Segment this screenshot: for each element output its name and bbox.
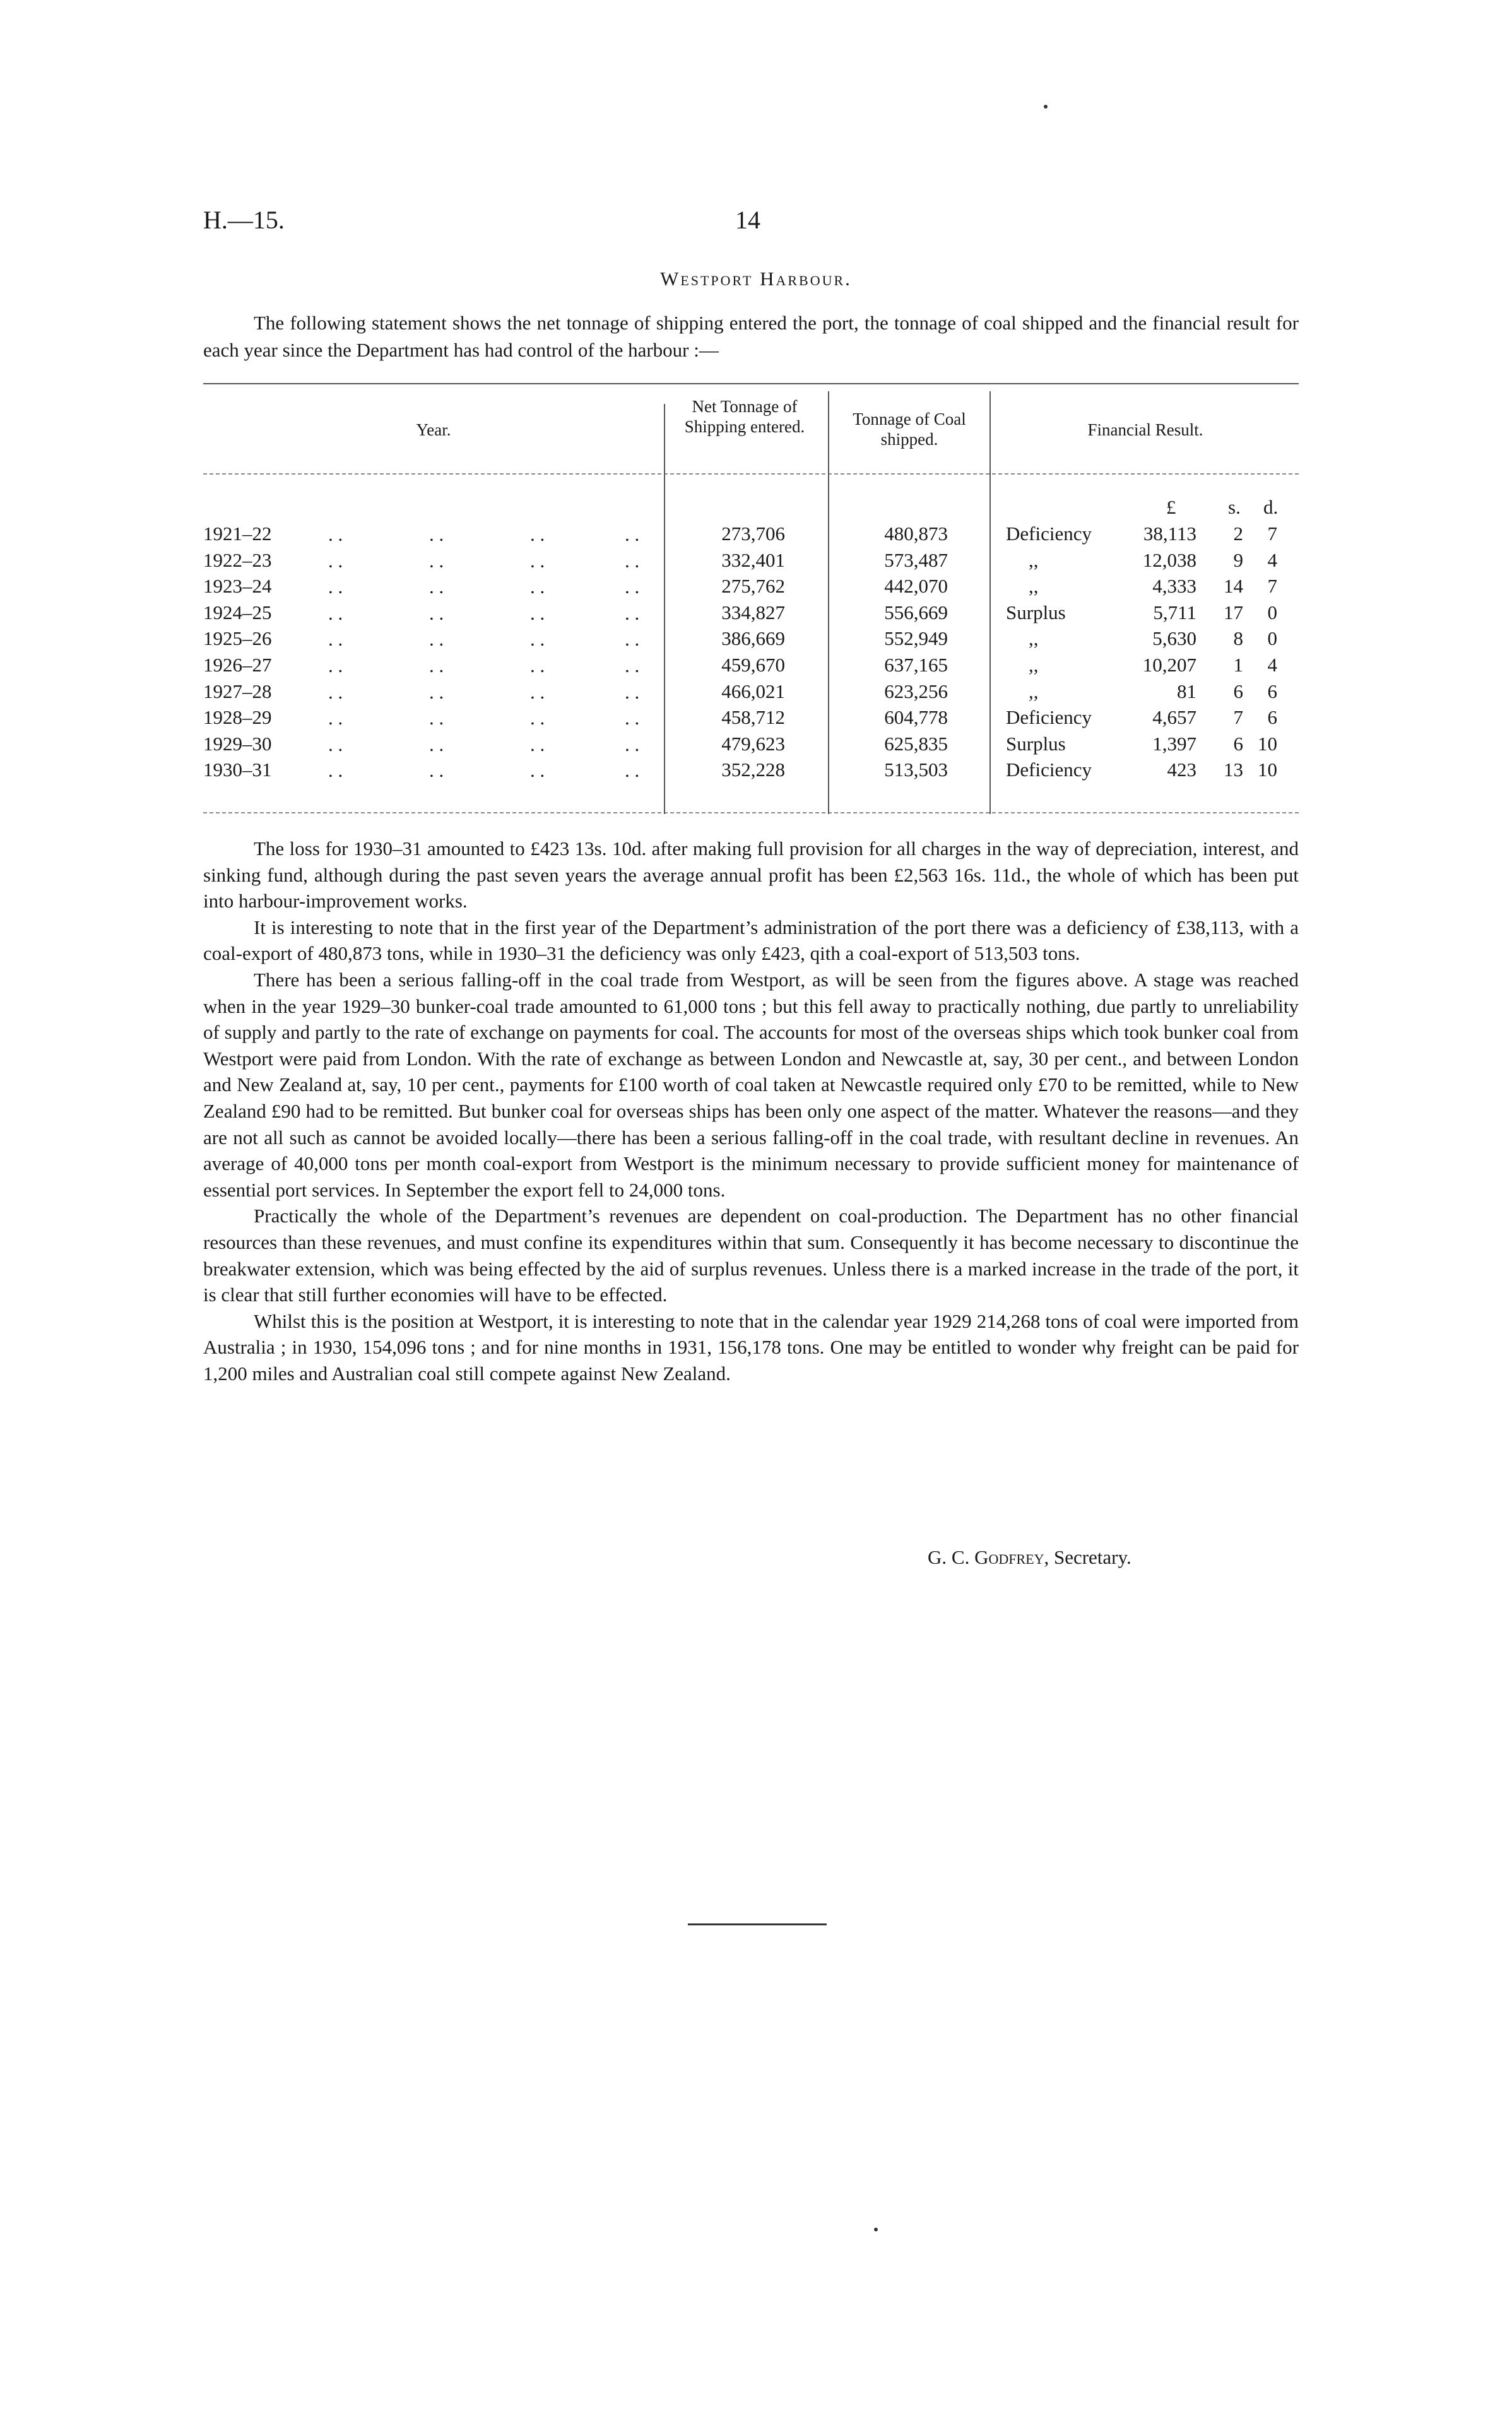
row-result-label: ,, bbox=[1029, 654, 1039, 676]
row-pence: 7 bbox=[1267, 523, 1277, 545]
leader-dots: . . bbox=[625, 759, 640, 782]
row-shillings: 6 bbox=[1233, 680, 1243, 702]
row-result-label: ,, bbox=[1029, 548, 1039, 571]
row-shillings: 8 bbox=[1233, 627, 1243, 650]
leader-dots: . . bbox=[530, 601, 545, 624]
leader-dots: . . bbox=[429, 523, 444, 545]
row-result-label: ,, bbox=[1029, 627, 1039, 650]
row-net-tonnage: 352,228 bbox=[721, 759, 785, 781]
row-result-label: Deficiency bbox=[1006, 706, 1092, 729]
leader-dots: . . bbox=[429, 680, 444, 703]
row-year: 1925–26 bbox=[203, 627, 272, 650]
leader-dots: . . bbox=[328, 523, 343, 545]
leader-dots: . . bbox=[429, 576, 444, 598]
row-shillings: 17 bbox=[1224, 601, 1243, 623]
leader-dots: . . bbox=[429, 601, 444, 624]
row-coal-shipped: 573,487 bbox=[884, 548, 948, 571]
leader-dots: . . bbox=[530, 523, 545, 545]
row-net-tonnage: 273,706 bbox=[721, 523, 785, 545]
row-shillings: 2 bbox=[1233, 523, 1243, 545]
header-financial: Financial Result. bbox=[1087, 420, 1203, 439]
col-divider-3 bbox=[989, 391, 991, 814]
row-year: 1924–25 bbox=[203, 601, 272, 623]
col-divider-2 bbox=[828, 391, 829, 814]
leader-dots: . . bbox=[625, 654, 640, 676]
leader-dots: . . bbox=[625, 628, 640, 651]
paragraph-revenues: Practically the whole of the Department’s revenues are dependent on coal-production. The Department has no other financial resources than these revenues, and must confine its expenditures within that sum. Consequently it has become necessary to discontinue the breakwater extension, which was being effected by the aid of surplus revenues. Unless there is a marked increase in the trade of the port, it is clear that still further economies will have to be effected. bbox=[203, 1205, 1299, 1306]
row-shillings: 7 bbox=[1233, 706, 1243, 729]
row-pounds: 5,711 bbox=[1153, 601, 1196, 623]
row-pence: 0 bbox=[1267, 601, 1277, 623]
row-shillings: 14 bbox=[1224, 575, 1243, 598]
table-top-rule bbox=[203, 383, 1299, 384]
paragraph-first-year: It is interesting to note that in the first year of the Department’s administration of the port there was a deficiency of £38,113, with a coal-export of 480,873 tons, while in 1930–31 the deficiency was only £423, qith a coal-export of 513,503 tons. bbox=[203, 916, 1299, 965]
header-net-tonnage: Net Tonnage of Shipping entered. bbox=[684, 397, 805, 436]
leader-dots: . . bbox=[530, 707, 545, 729]
leader-dots: . . bbox=[328, 601, 343, 624]
row-year: 1929–30 bbox=[203, 732, 272, 755]
leader-dots: . . bbox=[530, 654, 545, 676]
col-divider-1 bbox=[664, 404, 665, 814]
leader-dots: . . bbox=[429, 549, 444, 572]
unit-shillings: s. bbox=[1228, 496, 1241, 518]
row-pence: 6 bbox=[1267, 680, 1277, 702]
closing-rule bbox=[688, 1923, 827, 1925]
signature-title: , Secretary. bbox=[1044, 1546, 1131, 1568]
row-pounds: 10,207 bbox=[1142, 654, 1196, 676]
row-coal-shipped: 442,070 bbox=[884, 575, 948, 598]
row-year: 1922–23 bbox=[203, 548, 272, 571]
leader-dots: . . bbox=[328, 707, 343, 729]
leader-dots: . . bbox=[429, 759, 444, 782]
row-coal-shipped: 480,873 bbox=[884, 523, 948, 545]
leader-dots: . . bbox=[530, 733, 545, 755]
row-pounds: 4,657 bbox=[1152, 706, 1196, 729]
leader-dots: . . bbox=[530, 759, 545, 782]
leader-dots: . . bbox=[328, 628, 343, 651]
row-shillings: 13 bbox=[1224, 759, 1243, 781]
leader-dots: . . bbox=[328, 654, 343, 676]
row-result-label: Surplus bbox=[1006, 601, 1066, 623]
leader-dots: . . bbox=[328, 576, 343, 598]
page-title: Westport Harbour. bbox=[660, 268, 852, 290]
document-reference: H.—15. bbox=[203, 206, 285, 234]
scan-speck-top bbox=[1044, 105, 1048, 109]
row-coal-shipped: 625,835 bbox=[884, 732, 948, 755]
leader-dots: . . bbox=[625, 549, 640, 572]
leader-dots: . . bbox=[625, 680, 640, 703]
leader-dots: . . bbox=[625, 733, 640, 755]
signature-name: G. C. Godfrey bbox=[928, 1546, 1044, 1568]
table-bottom-rule bbox=[203, 812, 1299, 813]
row-pounds: 1,397 bbox=[1152, 732, 1196, 755]
intro-paragraph bbox=[203, 309, 1299, 363]
row-pence: 4 bbox=[1267, 654, 1277, 676]
row-year: 1921–22 bbox=[203, 523, 272, 545]
row-coal-shipped: 556,669 bbox=[884, 601, 948, 623]
leader-dots: . . bbox=[625, 601, 640, 624]
row-net-tonnage: 459,670 bbox=[721, 654, 785, 676]
row-shillings: 6 bbox=[1233, 732, 1243, 755]
leader-dots: . . bbox=[530, 549, 545, 572]
leader-dots: . . bbox=[530, 576, 545, 598]
unit-pence: d. bbox=[1263, 496, 1279, 518]
leader-dots: . . bbox=[429, 654, 444, 676]
header-coal: Tonnage of Coal shipped. bbox=[853, 410, 966, 449]
row-year: 1930–31 bbox=[203, 759, 272, 781]
body-text bbox=[203, 836, 1299, 1386]
page-number: 14 bbox=[735, 206, 760, 234]
paragraph-coal-trade: There has been a serious falling-off in the coal trade from Westport, as will be seen from the figures above. A stage was reached when in the year 1929–30 bunker-coal trade amounted to 61,000 tons ; but this fell away to practically nothing, due partly to unreliability of supply and partly to the rate of exchange on payments for coal. The accounts for most of the overseas ships which took bunker coal from Westport were paid from London. With the rate of exchange as between London and Newcastle at, say, 30 per cent., and between London and New Zealand at, say, 10 per cent., payments for £100 worth of coal taken at Newcastle required only £70 to be remitted, while to New Zealand £90 had to be remitted. But bunker coal for overseas ships has been only one aspect of the matter. Whatever the reasons—and they are not all such as cannot be avoided locally—there has been a serious falling-off in the coal trade, with resultant decline in revenues. An average of 40,000 tons per month coal-export from Westport is the minimum necessary to provide sufficient money for maintenance of essential port services. In September the export fell to 24,000 tons. bbox=[203, 968, 1299, 1201]
row-pence: 10 bbox=[1258, 759, 1277, 781]
row-net-tonnage: 275,762 bbox=[721, 575, 785, 598]
leader-dots: . . bbox=[429, 628, 444, 651]
row-coal-shipped: 513,503 bbox=[884, 759, 948, 781]
row-year: 1928–29 bbox=[203, 706, 272, 729]
header-year: Year. bbox=[416, 420, 451, 439]
row-pence: 4 bbox=[1267, 548, 1277, 571]
row-coal-shipped: 604,778 bbox=[884, 706, 948, 729]
row-pounds: 12,038 bbox=[1142, 548, 1196, 571]
row-coal-shipped: 623,256 bbox=[884, 680, 948, 702]
table-header-rule bbox=[203, 473, 1299, 475]
row-pounds: 81 bbox=[1177, 680, 1196, 702]
row-shillings: 9 bbox=[1233, 548, 1243, 571]
leader-dots: . . bbox=[429, 733, 444, 755]
row-coal-shipped: 552,949 bbox=[884, 627, 948, 650]
intro-text: The following statement shows the net tonnage of shipping entered the port, the tonnage of coal shipped and the financial result for each year since the Department has had control of the harbour :— bbox=[203, 312, 1299, 361]
row-pounds: 38,113 bbox=[1143, 523, 1196, 545]
leader-dots: . . bbox=[625, 523, 640, 545]
row-pounds: 4,333 bbox=[1152, 575, 1196, 598]
row-net-tonnage: 466,021 bbox=[721, 680, 785, 702]
leader-dots: . . bbox=[530, 680, 545, 703]
row-shillings: 1 bbox=[1233, 654, 1243, 676]
leader-dots: . . bbox=[328, 680, 343, 703]
row-pounds: 423 bbox=[1167, 759, 1196, 781]
leader-dots: . . bbox=[328, 549, 343, 572]
row-net-tonnage: 332,401 bbox=[721, 548, 785, 571]
leader-dots: . . bbox=[625, 707, 640, 729]
row-year: 1927–28 bbox=[203, 680, 272, 702]
row-result-label: Deficiency bbox=[1006, 759, 1092, 781]
row-net-tonnage: 386,669 bbox=[721, 627, 785, 650]
row-coal-shipped: 637,165 bbox=[884, 654, 948, 676]
row-result-label: Deficiency bbox=[1006, 523, 1092, 545]
leader-dots: . . bbox=[328, 733, 343, 755]
signature bbox=[928, 1546, 1131, 1569]
row-year: 1923–24 bbox=[203, 575, 272, 598]
leader-dots: . . bbox=[429, 707, 444, 729]
row-pence: 6 bbox=[1267, 706, 1277, 729]
scan-speck-bottom bbox=[874, 2228, 878, 2231]
leader-dots: . . bbox=[625, 576, 640, 598]
row-result-label: Surplus bbox=[1006, 732, 1066, 755]
paragraph-australia: Whilst this is the position at Westport, it is interesting to note that in the calendar year 1929 214,268 tons of coal were imported from Australia ; in 1930, 154,096 tons ; and for nine months in 1931, 156,178 tons. One may be entitled to wonder why freight can be paid for 1,200 miles and Australian coal still compete against New Zealand. bbox=[203, 1309, 1299, 1385]
unit-pounds: £ bbox=[1166, 496, 1176, 518]
row-net-tonnage: 334,827 bbox=[721, 601, 785, 623]
leader-dots: . . bbox=[530, 628, 545, 651]
row-year: 1926–27 bbox=[203, 654, 272, 676]
row-pounds: 5,630 bbox=[1152, 627, 1196, 650]
row-result-label: ,, bbox=[1029, 575, 1039, 598]
row-result-label: ,, bbox=[1029, 680, 1039, 702]
row-pence: 7 bbox=[1267, 575, 1277, 598]
row-net-tonnage: 458,712 bbox=[721, 706, 785, 729]
row-pence: 10 bbox=[1258, 732, 1277, 755]
row-pence: 0 bbox=[1267, 627, 1277, 650]
row-net-tonnage: 479,623 bbox=[721, 732, 785, 755]
leader-dots: . . bbox=[328, 759, 343, 782]
paragraph-loss: The loss for 1930–31 amounted to £423 13s. 10d. after making full provision for all charges in the way of depreciation, interest, and sinking fund, although during the past seven years the average annual profit has been £2,563 16s. 11d., the whole of which has been put into harbour-improvement works. bbox=[203, 837, 1299, 913]
